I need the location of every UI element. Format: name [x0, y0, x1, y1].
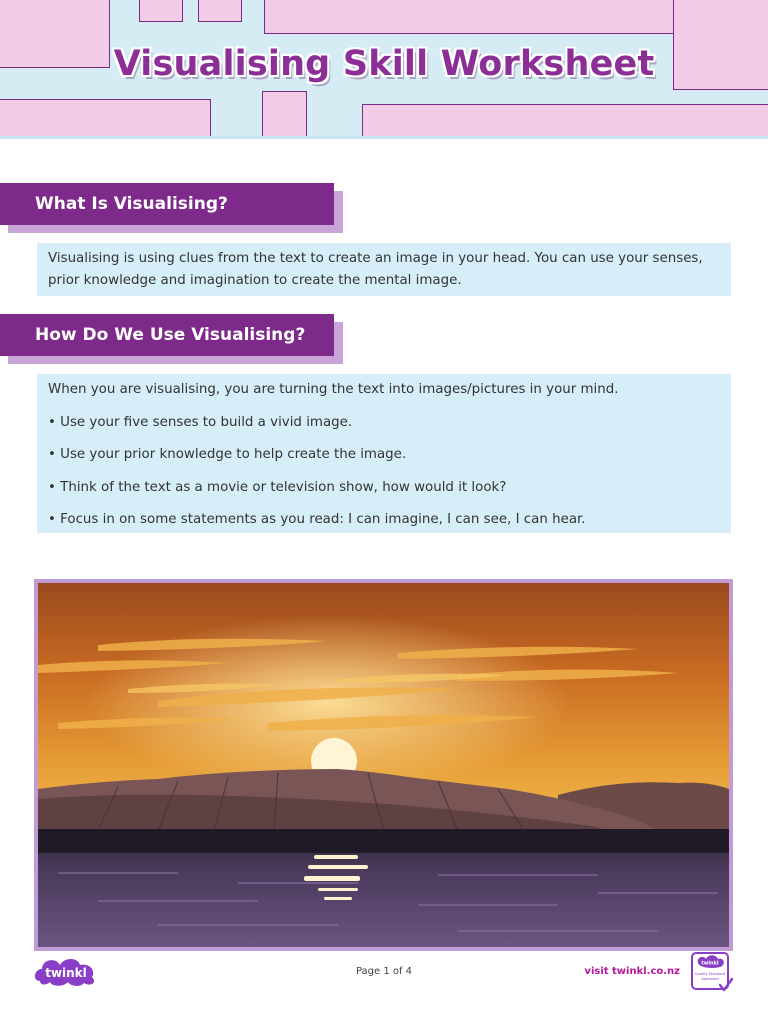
- header-decor-block: [0, 99, 211, 136]
- tip-list-item: • Use your prior knowledge to help create the image.: [48, 447, 407, 462]
- page-header: [0, 0, 768, 136]
- header-decor-block: [139, 0, 183, 22]
- tips-textbox: [37, 374, 731, 533]
- page-number: Page 1 of 4: [355, 966, 413, 977]
- definition-text: Visualising is using clues from the text to create an image in your head. You can use your senses, prior knowledge and imagination to create the mental image.: [48, 251, 703, 288]
- header-decor-block: [264, 0, 674, 34]
- illustration-frame: [34, 579, 733, 951]
- quality-standard-badge-icon: [690, 951, 734, 993]
- twinkl-website-link[interactable]: visit twinkl.co.nz: [584, 966, 680, 977]
- definition-textbox: [37, 243, 731, 296]
- tip-list-item: • Focus in on some statements as you read: I can imagine, I can see, I can hear.: [48, 512, 586, 527]
- section-heading-label: What Is Visualising?: [0, 183, 334, 225]
- section-heading-what-is-visualising: [0, 183, 345, 225]
- badge-logo-text: twinkl: [701, 960, 719, 967]
- badge-standard-text: Quality Standard: [694, 972, 726, 976]
- sunset-over-lake-illustration: [38, 583, 729, 947]
- tip-list-item: • Use your five senses to build a vivid image.: [48, 414, 353, 430]
- header-decor-block: [198, 0, 242, 22]
- tips-intro-text: When you are visualising, you are turning the text into images/pictures in your mind.: [48, 382, 619, 397]
- badge-approved-text: Approved: [701, 977, 719, 981]
- section-heading-label: How Do We Use Visualising?: [0, 314, 334, 356]
- header-divider: [0, 136, 768, 139]
- page-title: Visualising Skill Worksheet: [113, 44, 655, 84]
- header-decor-block: [362, 104, 768, 136]
- header-decor-block: [262, 91, 307, 136]
- section-heading-how-do-we-use-visualising: [0, 314, 345, 356]
- logo-text: twinkl: [45, 966, 87, 980]
- tip-list-item: • Think of the text as a movie or television show, how would it look?: [48, 479, 507, 495]
